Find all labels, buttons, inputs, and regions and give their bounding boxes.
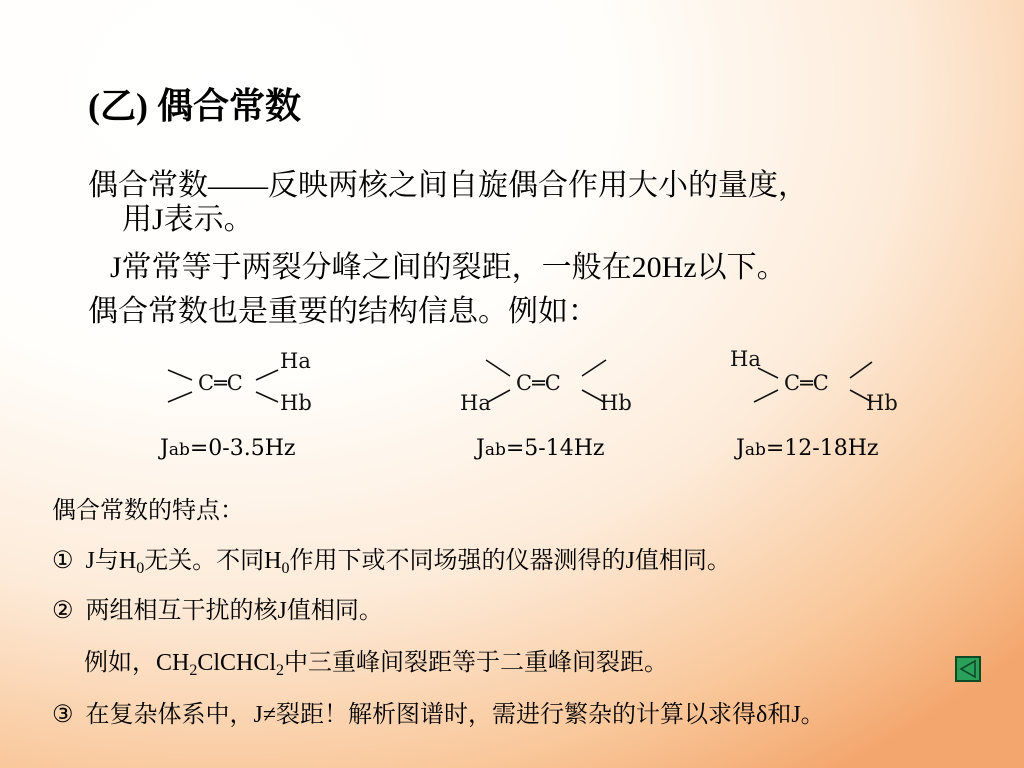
triangle-left-icon: [957, 658, 979, 680]
slide-title: (乙) 偶合常数: [88, 86, 301, 126]
feature-example-sub-b: 2: [276, 662, 285, 679]
structure-3-j-prefix: J: [736, 436, 745, 461]
structure-3-ha: Ha: [730, 347, 761, 371]
feature-item-3-text: 在复杂体系中，J≠裂距！解析图谱时，需进行繁杂的计算以求得δ和J。: [85, 702, 825, 728]
feature-example-text-c: 中三重峰间裂距等于二重峰间裂距。: [284, 650, 669, 676]
feature-item-1-text-a: J与H: [85, 548, 137, 574]
structure-1-hb: Hb: [280, 391, 312, 415]
back-button[interactable]: [955, 656, 981, 682]
feature-item-2-text: 两组相互干扰的核J值相同。: [85, 598, 383, 624]
feature-item-1-sub-a: 0: [136, 560, 145, 577]
structure-3-j-value: =12-18Hz: [765, 436, 879, 461]
structure-1-j-prefix: J: [160, 436, 169, 461]
structure-2-cc: C═C: [516, 371, 561, 395]
structure-2-j: [476, 434, 605, 465]
features-heading: 偶合常数的特点：: [52, 498, 244, 524]
feature-item-1-text-c: 作用下或不同场强的仪器测得的J值相同。: [289, 548, 731, 574]
structure-2-j-sub: ab: [484, 440, 506, 460]
feature-item-1-text-b: 无关。不同H: [144, 548, 282, 574]
intro-line-2: J常常等于两裂分峰之间的裂距，一般在20Hz以下。: [110, 251, 787, 284]
feature-item-3-marker: ③: [52, 702, 74, 728]
structure-3-hb: Hb: [866, 391, 898, 415]
structure-1-ha: Ha: [280, 349, 311, 373]
feature-example-text-b: ClCHCl: [197, 650, 277, 676]
structure-1-j-sub: ab: [168, 440, 190, 460]
structure-2-hb: Hb: [600, 391, 632, 415]
structure-2: [460, 346, 640, 426]
structure-3-j: [736, 434, 879, 465]
feature-example: [84, 646, 668, 680]
feature-item-2: [52, 594, 383, 628]
feature-item-1-sub-b: 0: [281, 560, 290, 577]
structure-2-j-prefix: J: [476, 436, 485, 461]
feature-item-2-marker: ②: [52, 598, 74, 624]
feature-example-text-a: 例如，CH: [84, 650, 190, 676]
structure-1-j-value: =0-3.5Hz: [189, 436, 296, 461]
structure-1-j: [160, 434, 296, 465]
structure-3-cc: C═C: [784, 371, 829, 395]
structure-1-cc: C═C: [198, 371, 243, 395]
feature-item-1-marker: ①: [52, 548, 74, 574]
structure-1: [160, 346, 330, 426]
feature-item-1: [52, 544, 731, 578]
structure-2-ha: Ha: [460, 391, 491, 415]
structure-3-j-sub: ab: [744, 440, 766, 460]
intro-line-1-cont: 用J表示。: [122, 203, 254, 236]
intro-line-1: 偶合常数——反映两核之间自旋偶合作用大小的量度，: [88, 169, 808, 202]
intro-line-3: 偶合常数也是重要的结构信息。例如：: [88, 295, 598, 328]
feature-example-sub-a: 2: [189, 662, 198, 679]
feature-item-3: [52, 698, 825, 732]
structure-2-j-value: =5-14Hz: [505, 436, 605, 461]
structure-3: [728, 346, 908, 426]
